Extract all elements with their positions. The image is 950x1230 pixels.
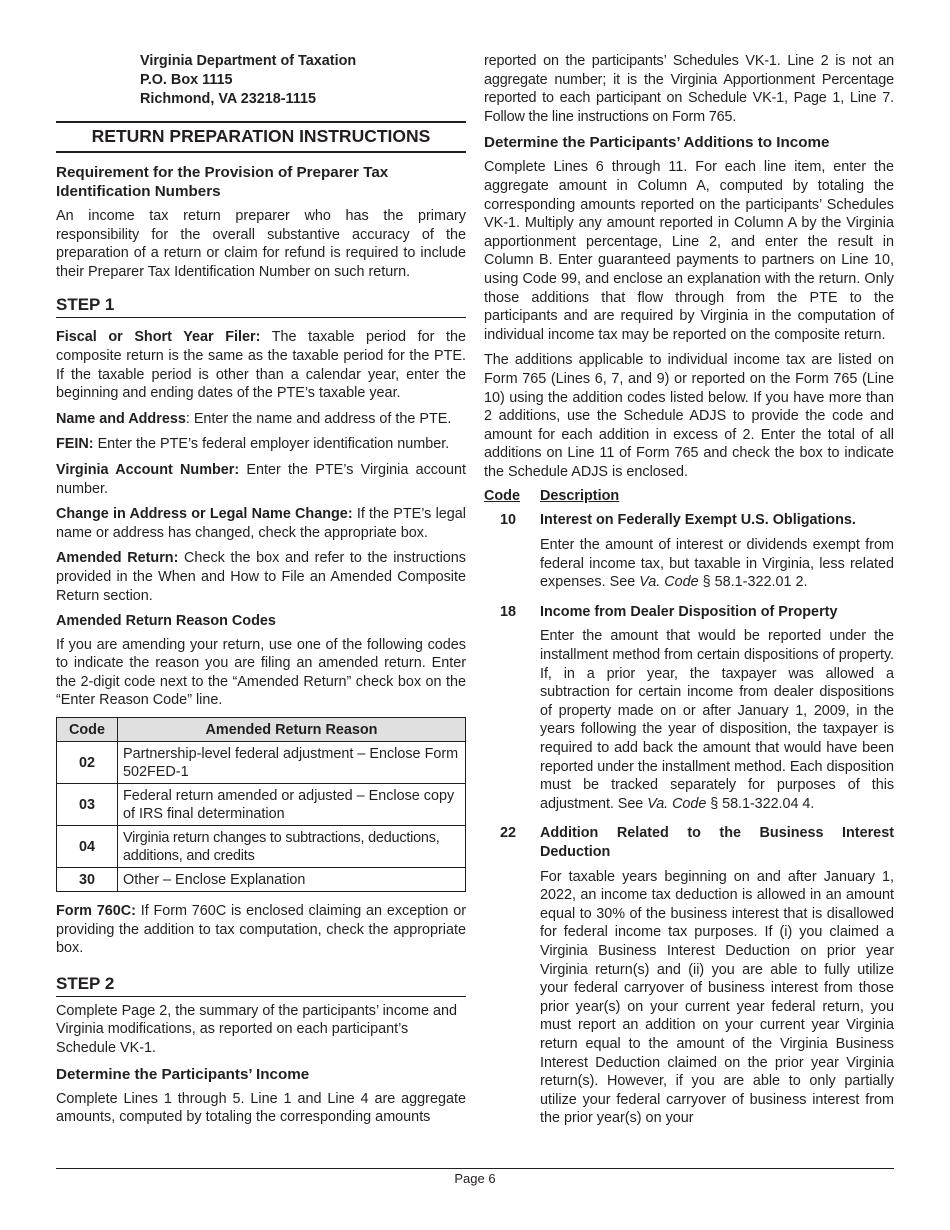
reason-codes-text: If you are amending your return, use one of the following codes to indicate the reason you are filing an amended return. Enter the 2-digit code next to the “Amended Return” check box on the “Enter Reason Code” line. [56,636,466,709]
va-account-text: Enter the PTE’s Virginia account number. [56,461,466,497]
fiscal-label: Fiscal or Short Year Filer: [56,329,261,346]
income-text-continued: reported on the participants’ Schedules VK-1. Line 2 is not an aggregate number; it is the Virginia Apportionment Percentage reported to each participant on Schedule VK-1, Page 1, Line 7. Follow the line instructions on Form 765. [484,53,894,125]
form760c-text: If Form 760C is enclosed claiming an exception or providing the addition to tax computation, check the appropriate box. [56,903,466,957]
va-account-paragraph [56,461,466,498]
code-title: Income from Dealer Disposition of Property [540,603,838,620]
fiscal-text: The taxable period for the composite return is the same as the taxable period for the PTE. If the taxable period is other than a calendar year, enter the beginning and ending dates of the PTE’s taxable year. [56,329,466,402]
step2-text: Complete Page 2, the summary of the participants’ income and Virginia modifications, as reported on each participant’s Schedule VK-1. [56,1002,458,1057]
amended-label: Amended Return: [56,550,179,567]
code-description [540,536,894,592]
code-item-22 [484,824,894,1135]
code-text: Enter the amount of interest or dividends exempt from federal income tax, but taxable in Virginia, less related expenses. See [540,537,894,591]
table-cell-reason: Virginia return changes to subtractions, deductions, additions, and credits [118,826,466,868]
fiscal-paragraph [56,328,466,402]
preparer-text: An income tax return preparer who has the primary responsibility for the overall substantive accuracy of the preparation of a return or claim for refund is required to include their Preparer Tax Identification Number on such return. [56,208,466,280]
code-number: 18 [499,603,516,620]
amended-text: Check the box and refer to the instructions provided in the When and How to File an Amended Composite Return section. [56,550,466,604]
table-cell-reason: Federal return amended or adjusted – Enclose copy of IRS final determination [118,784,466,826]
change-label: Change in Address or Legal Name Change: [56,506,353,523]
code-number: 22 [499,825,516,842]
right-column [484,52,894,1139]
address-line-3: Richmond, VA 23218-1115 [140,91,316,107]
fein-paragraph [56,435,466,454]
address-line-2: P.O. Box 1115 [140,72,233,88]
table-row [57,784,466,826]
code-text: For taxable years beginning on and after January 1, 2022, an income tax deduction is allowed in an amount equal to 30% of the business interest that is disallowed for federal income tax purposes. If (i) you claimed a Virginia Business Interest Deduction on prior year Virginia return(s) and (ii) you are able to fully utilize your federal carryover of business interest from those prior year(s) on your current year federal return, you must report an addition on your current year Virginia return equal to the amount of the Virginia Business Interest Deduction claimed on the prior year Virginia return(s). However, if you are able to only partially utilize your federal carryover of business interest from the prior year(s) on your [540,868,894,1127]
name-text: : Enter the name and address of the PTE. [185,410,452,427]
code-item-10 [484,511,894,598]
step1-heading: STEP 1 [56,295,466,318]
address-line-1: Virginia Department of Taxation [140,53,357,69]
code-description [540,627,894,813]
fein-label: FEIN: [56,436,94,453]
description-column-header: Description [540,488,620,505]
va-account-label: Virginia Account Number: [56,461,240,478]
additions-text-1: Complete Lines 6 through 11. For each line item, enter the aggregate amount in Column A, computed by totaling the corresponding amounts reported on the participants’ Schedules VK-1. Multiply any amount reported in Column A by the Virginia apportionment percentage, Line 2, and enter the result in Column B. Enter guaranteed payments to partners on Line 10, using Code 99, and enclose an explanation with the return. Only those additions that flow through from the PTE to the participants and are required by Virginia in the computation of individual income tax may be reported on the composite return. [484,159,894,343]
additions-text-2: The additions applicable to individual income tax are listed on Form 765 (Lines 6, 7, and 9) or reported on the Form 765 (Line 10) using the addition codes listed below. If you have more than 2 additions, use the Schedule ADJS to provide the code and amount for each addition in excess of 2. Enter the total of all additions on Line 11 of Form 765 and check the box to indicate the Schedule ADJS is enclosed. [484,352,894,480]
income-heading: Determine the Participants’ Income [56,1065,310,1083]
page-number: Page 6 [454,1171,496,1186]
agency-address [56,52,466,109]
table-cell-code: 02 [57,742,118,784]
section-title: RETURN PREPARATION INSTRUCTIONS [56,121,466,153]
form760c-label: Form 760C: [56,903,136,920]
name-paragraph [56,410,466,429]
change-paragraph [56,505,466,542]
table-header-reason: Amended Return Reason [118,718,466,742]
table-header-code: Code [57,718,118,742]
code-section: § 58.1-322.01 2. [698,574,808,591]
code-text: Enter the amount that would be reported under the installment method from certain dispositions of property. If, in a prior year, the taxpayer was allowed a subtraction for certain income from dealer dispositions of property made on or after January 1, 2009, in the years following the year of disposition, the taxpayer is required to add back the amount that would have been reported under the installment method. Each disposition must be tracked separately for purposes of this adjustment. See [540,628,894,812]
codes-header [484,488,894,504]
code-description [540,868,894,1128]
code-item-18 [484,603,894,821]
income-text: Complete Lines 1 through 5. Line 1 and Line 4 are aggregate amounts, computed by totaling the corresponding amounts [56,1090,466,1126]
code-citation: Va. Code [647,795,707,812]
table-row [57,868,466,892]
amended-paragraph [56,549,466,605]
code-number: 10 [499,512,516,529]
table-cell-code: 04 [57,826,118,868]
additions-heading: Determine the Participants’ Additions to Income [484,134,830,152]
table-cell-reason: Partnership-level federal adjustment – Enclose Form 502FED-1 [118,742,466,784]
table-cell-code: 30 [57,868,118,892]
code-citation: Va. Code [639,574,699,591]
table-cell-code: 03 [57,784,118,826]
table-cell-reason: Other – Enclose Explanation [118,868,466,892]
table-header-row [57,718,466,742]
code-title: Addition Related to the Business Interest Deduction [540,825,894,860]
name-label: Name and Address [56,410,186,427]
step2-heading: STEP 2 [56,974,466,997]
code-column-header: Code [484,488,520,505]
reason-codes-heading: Amended Return Reason Codes [56,613,276,630]
change-text: If the PTE’s legal name or address has changed, check the appropriate box. [56,506,466,541]
code-section: § 58.1-322.04 4. [706,795,815,812]
preparer-heading: Requirement for the Provision of Preparer Tax Identification Numbers [56,164,389,200]
form760c-paragraph [56,902,466,958]
table-row [57,826,466,868]
footer-divider [56,1168,894,1169]
fein-text: Enter the PTE’s federal employer identification number. [93,436,450,453]
table-row [57,742,466,784]
code-title: Interest on Federally Exempt U.S. Obligations. [540,512,856,529]
left-column [56,52,466,1134]
reason-codes-table [56,717,466,892]
